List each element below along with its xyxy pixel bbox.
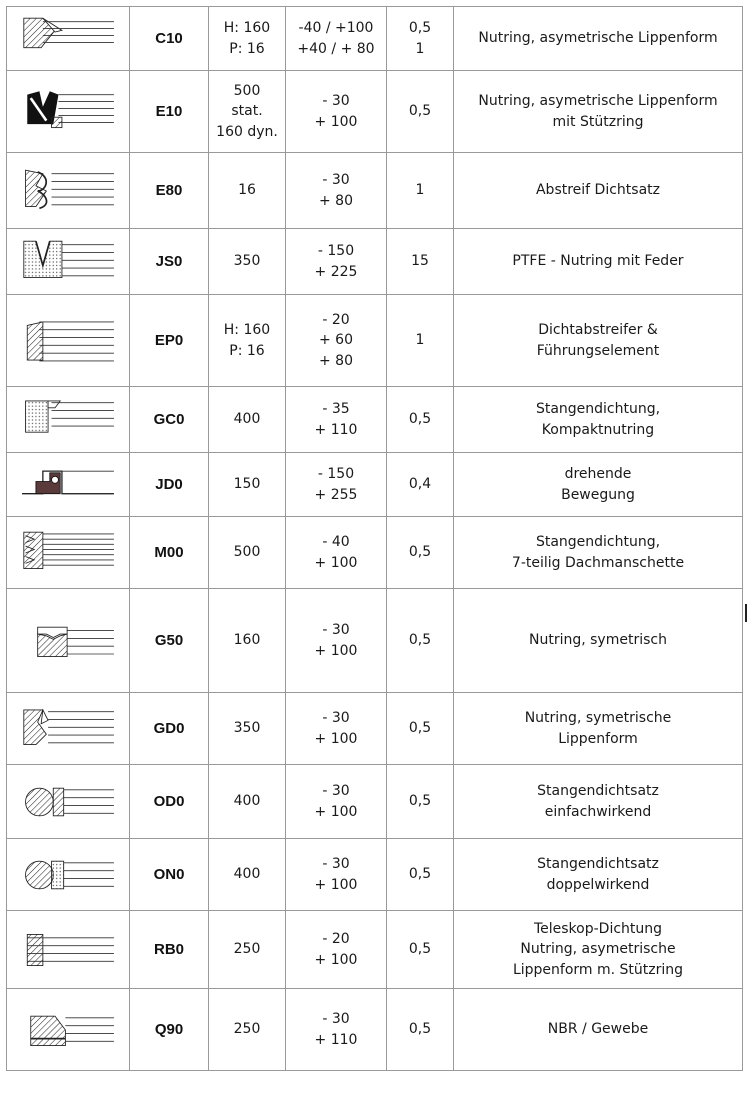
seal-code: GC0: [153, 410, 185, 428]
table-row: [7, 589, 743, 693]
seal-cross-section-cell: [7, 911, 130, 989]
seal-code: E80: [155, 181, 183, 199]
seal-code-cell: [130, 295, 209, 387]
seal-code-cell: [130, 71, 209, 153]
pressure-value: 500: [233, 544, 261, 561]
pressure-value-cell: [209, 71, 286, 153]
seal-code: M00: [154, 543, 184, 561]
pressure-value: H: 160 P: 16: [223, 322, 271, 359]
seal-code: G50: [154, 631, 184, 649]
temperature-range-cell: [286, 229, 387, 295]
table-row: [7, 71, 743, 153]
speed-value: 0,5: [408, 632, 432, 649]
speed-value: 0,5: [408, 544, 432, 561]
seal-description-cell: [454, 387, 743, 453]
seal-cross-section-cell: [7, 839, 130, 911]
wiper-set-icon: [14, 165, 122, 217]
speed-value-cell: [387, 839, 454, 911]
table-row: [7, 7, 743, 71]
pressure-value-cell: [209, 693, 286, 765]
seal-cross-section-cell: [7, 589, 130, 693]
table-row: [7, 839, 743, 911]
speed-value-cell: [387, 453, 454, 517]
speed-value-cell: [387, 71, 454, 153]
temperature-range-cell: [286, 453, 387, 517]
seal-description: Nutring, symetrische Lippenform: [524, 710, 672, 747]
seal-code: GD0: [153, 719, 185, 737]
speed-value-cell: [387, 517, 454, 589]
seal-description: PTFE - Nutring mit Feder: [512, 253, 684, 270]
seal-code: C10: [155, 29, 183, 47]
speed-value: 0,5: [408, 1021, 432, 1038]
pressure-value: 350: [233, 253, 261, 270]
pressure-value-cell: [209, 229, 286, 295]
fabric-seal-icon: [14, 1004, 122, 1056]
seal-table: [6, 6, 743, 1071]
table-row: [7, 765, 743, 839]
seal-cross-section-cell: [7, 453, 130, 517]
speed-value: 0,5: [408, 793, 432, 810]
temperature-range-cell: [286, 989, 387, 1071]
pressure-value-cell: [209, 517, 286, 589]
table-row: [7, 229, 743, 295]
seal-cross-section-cell: [7, 765, 130, 839]
seal-description-cell: [454, 71, 743, 153]
table-row: [7, 911, 743, 989]
seal-code-cell: [130, 911, 209, 989]
temperature-range: - 40 + 100: [314, 534, 358, 571]
temperature-range-cell: [286, 693, 387, 765]
seal-cross-section-cell: [7, 693, 130, 765]
speed-value-cell: [387, 7, 454, 71]
u-cup-backup-ring-icon: [14, 86, 122, 138]
seal-description: Nutring, symetrisch: [529, 632, 667, 649]
seal-code-cell: [130, 387, 209, 453]
temperature-range: - 150 + 255: [314, 466, 358, 503]
seal-description-cell: [454, 693, 743, 765]
seal-description-cell: [454, 229, 743, 295]
seal-cross-section-cell: [7, 153, 130, 229]
pressure-value: 400: [233, 411, 261, 428]
pressure-value: 16: [238, 182, 256, 199]
seal-code-cell: [130, 517, 209, 589]
seal-code-cell: [130, 989, 209, 1071]
seal-description-cell: [454, 453, 743, 517]
seal-description: Stangendichtsatz doppelwirkend: [537, 856, 659, 893]
temperature-range: - 30 + 110: [314, 1011, 358, 1048]
speed-value-cell: [387, 153, 454, 229]
seal-code-cell: [130, 589, 209, 693]
speed-value: 0,5: [408, 866, 432, 883]
pressure-value-cell: [209, 453, 286, 517]
rod-seal-single-icon: [14, 776, 122, 828]
speed-value: 0,5: [408, 720, 432, 737]
pressure-value-cell: [209, 153, 286, 229]
table-row: [7, 295, 743, 387]
temperature-range-cell: [286, 589, 387, 693]
seal-code-cell: [130, 839, 209, 911]
pressure-value-cell: [209, 765, 286, 839]
seal-code-cell: [130, 693, 209, 765]
speed-value-cell: [387, 229, 454, 295]
seal-cross-section-cell: [7, 229, 130, 295]
seal-cross-section-cell: [7, 71, 130, 153]
seal-code: Q90: [154, 1020, 184, 1038]
table-row: [7, 453, 743, 517]
u-cup-symmetric-icon: [14, 615, 122, 667]
seal-code-cell: [130, 765, 209, 839]
ptfe-spring-seal-icon: [14, 236, 122, 288]
pressure-value-cell: [209, 589, 286, 693]
seal-code-cell: [130, 229, 209, 295]
speed-value-cell: [387, 589, 454, 693]
pressure-value: 150: [233, 476, 261, 493]
pressure-value-cell: [209, 7, 286, 71]
pressure-value: H: 160 P: 16: [223, 20, 271, 57]
seal-description: Abstreif Dichtsatz: [535, 182, 661, 199]
pressure-value-cell: [209, 989, 286, 1071]
seal-cross-section-cell: [7, 517, 130, 589]
seal-cross-section-cell: [7, 295, 130, 387]
seal-code: JS0: [155, 252, 183, 270]
seal-code: E10: [155, 102, 183, 120]
seal-code-cell: [130, 153, 209, 229]
temperature-range-cell: [286, 765, 387, 839]
speed-value-cell: [387, 693, 454, 765]
speed-value: 0,5: [408, 411, 432, 428]
pressure-value: 400: [233, 866, 261, 883]
temperature-range-cell: [286, 7, 387, 71]
seal-description: Nutring, asymetrische Lippenform: [478, 30, 718, 47]
temperature-range: - 150 + 225: [314, 243, 358, 280]
seal-cross-section-cell: [7, 7, 130, 71]
seal-description-cell: [454, 295, 743, 387]
table-row: [7, 517, 743, 589]
seal-description-cell: [454, 153, 743, 229]
seal-cross-section-cell: [7, 989, 130, 1071]
speed-value-cell: [387, 989, 454, 1071]
pressure-value: 250: [233, 941, 261, 958]
seal-table-body: [7, 7, 743, 1071]
seal-code: JD0: [155, 475, 183, 493]
pressure-value: 400: [233, 793, 261, 810]
temperature-range-cell: [286, 387, 387, 453]
seal-description: Stangendichtung, 7-teilig Dachmanschette: [511, 534, 685, 571]
speed-value: 1: [415, 182, 425, 199]
temperature-range-cell: [286, 839, 387, 911]
rod-seal-double-icon: [14, 849, 122, 901]
seal-description: Dichtabstreifer & Führungselement: [536, 322, 660, 359]
temperature-range-cell: [286, 153, 387, 229]
wiper-guide-icon: [14, 315, 122, 367]
pressure-value-cell: [209, 295, 286, 387]
table-row: [7, 989, 743, 1071]
temperature-range-cell: [286, 295, 387, 387]
speed-value-cell: [387, 911, 454, 989]
seal-description-cell: [454, 7, 743, 71]
temperature-range: - 30 + 100: [314, 93, 358, 130]
compact-seal-icon: [14, 394, 122, 446]
pressure-value: 500 stat. 160 dyn.: [216, 83, 278, 140]
seal-description-cell: [454, 765, 743, 839]
pressure-value: 250: [233, 1021, 261, 1038]
speed-value: 0,4: [408, 476, 432, 493]
edge-mark: [745, 604, 747, 622]
telescopic-seal-icon: [14, 924, 122, 976]
seal-code-cell: [130, 453, 209, 517]
table-row: [7, 693, 743, 765]
temperature-range: - 30 + 100: [314, 710, 358, 747]
seal-description: Stangendichtsatz einfachwirkend: [537, 783, 659, 820]
seal-description-cell: [454, 589, 743, 693]
table-row: [7, 153, 743, 229]
speed-value-cell: [387, 387, 454, 453]
temperature-range: - 30 + 100: [314, 783, 358, 820]
speed-value: 0,5: [408, 941, 432, 958]
pressure-value: 160: [233, 632, 261, 649]
speed-value: 0,5: [408, 103, 432, 120]
rotary-seal-icon: [14, 459, 122, 511]
chevron-packing-icon: [14, 527, 122, 579]
temperature-range-cell: [286, 71, 387, 153]
pressure-value-cell: [209, 839, 286, 911]
seal-code-cell: [130, 7, 209, 71]
seal-code: EP0: [154, 331, 184, 349]
u-cup-asymmetric-icon: [14, 13, 122, 65]
seal-description: Stangendichtung, Kompaktnutring: [535, 401, 661, 438]
seal-description-cell: [454, 911, 743, 989]
temperature-range-cell: [286, 911, 387, 989]
pressure-value-cell: [209, 911, 286, 989]
speed-value: 0,5 1: [408, 20, 432, 57]
u-cup-symmetric-lip-icon: [14, 703, 122, 755]
temperature-range: -40 / +100 +40 / + 80: [297, 20, 375, 57]
table-row: [7, 387, 743, 453]
speed-value: 1: [415, 332, 425, 349]
temperature-range: - 20 + 60 + 80: [319, 312, 353, 369]
seal-code: RB0: [153, 940, 184, 958]
seal-cross-section-cell: [7, 387, 130, 453]
seal-code: ON0: [153, 865, 185, 883]
speed-value: 15: [411, 253, 429, 270]
pressure-value-cell: [209, 387, 286, 453]
seal-description-cell: [454, 839, 743, 911]
seal-description-cell: [454, 517, 743, 589]
temperature-range: - 20 + 100: [314, 931, 358, 968]
seal-description: NBR / Gewebe: [547, 1021, 649, 1038]
temperature-range: - 35 + 110: [314, 401, 358, 438]
seal-description-cell: [454, 989, 743, 1071]
seal-description: Teleskop-Dichtung Nutring, asymetrische Lippenform m. Stützring: [512, 921, 684, 978]
seal-description: Nutring, asymetrische Lippenform mit Stützring: [478, 93, 718, 130]
seal-code: OD0: [153, 792, 185, 810]
seal-description: drehende Bewegung: [561, 466, 635, 503]
temperature-range: - 30 + 100: [314, 856, 358, 893]
speed-value-cell: [387, 765, 454, 839]
temperature-range: - 30 + 80: [319, 172, 353, 209]
pressure-value: 350: [233, 720, 261, 737]
temperature-range-cell: [286, 517, 387, 589]
temperature-range: - 30 + 100: [314, 622, 358, 659]
speed-value-cell: [387, 295, 454, 387]
